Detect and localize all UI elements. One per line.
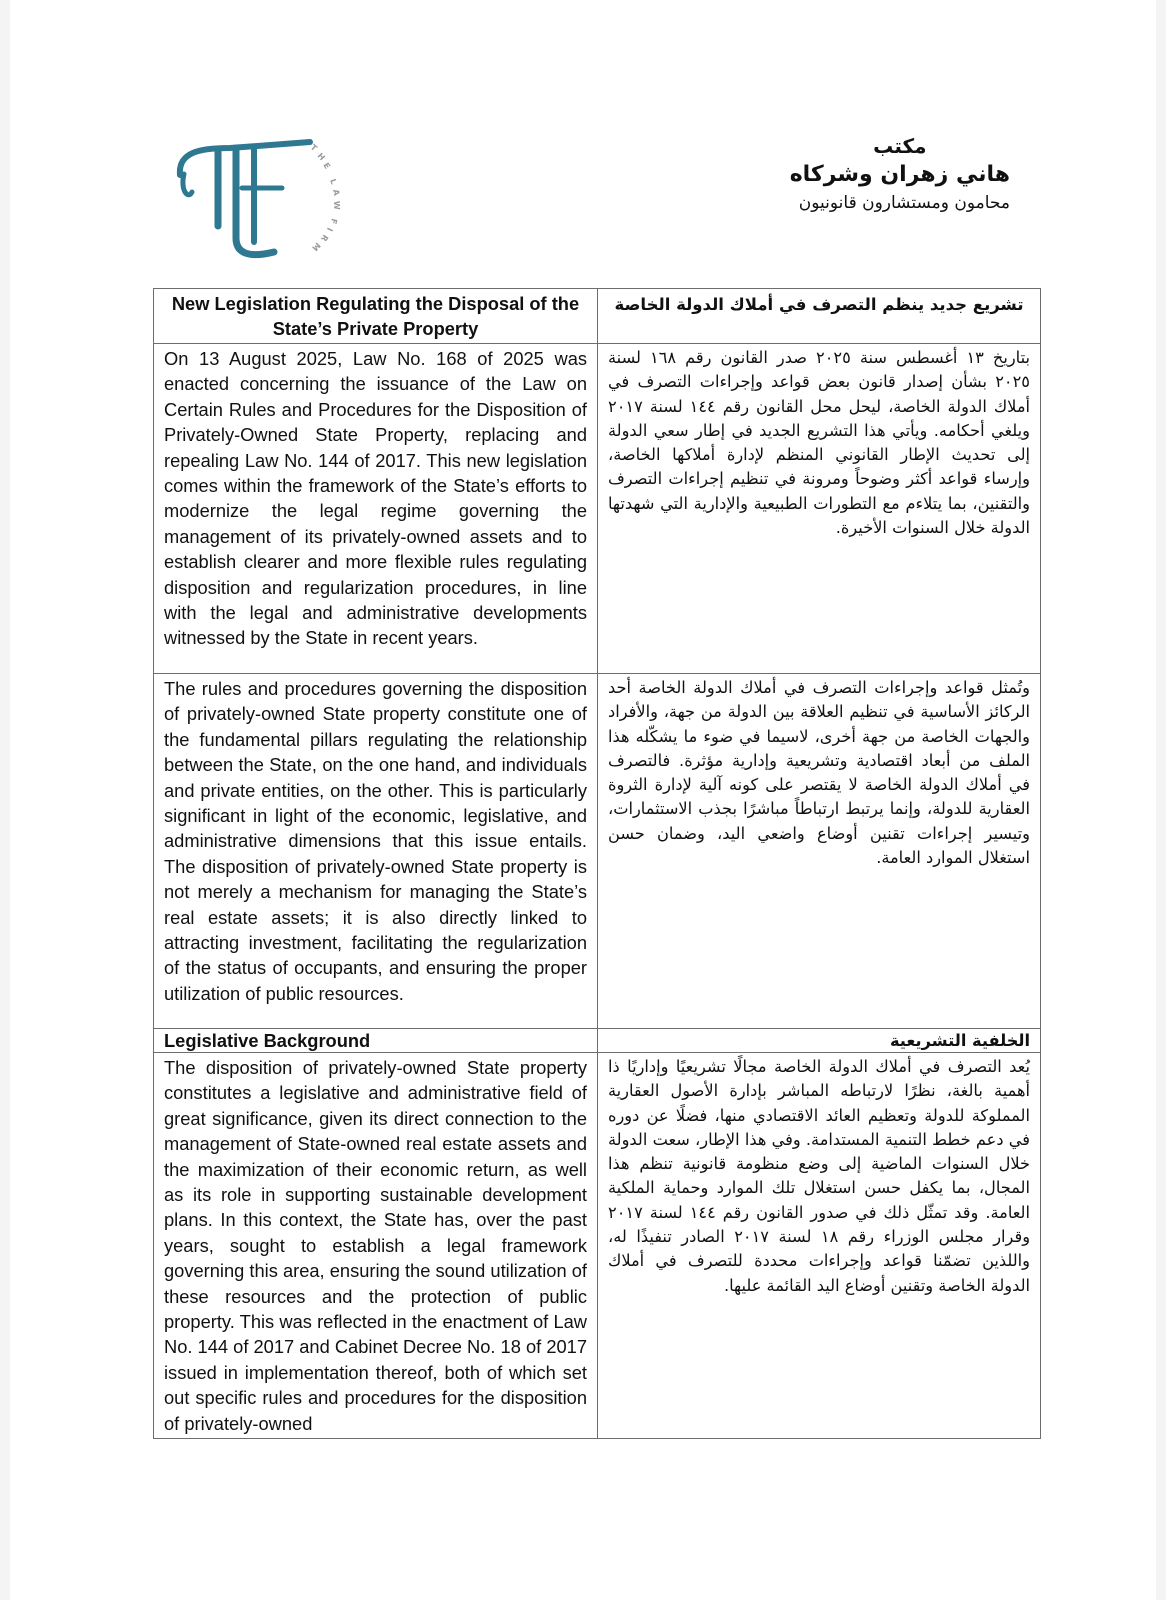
paragraph-ar: بتاريخ ١٣ أغسطس سنة ٢٠٢٥ صدر القانون رقم ١٦٨ لسنة ٢٠٢٥ بشأن إصدار قانون بعض قواعد وإجراءات التصرف في أملاك الدولة الخاصة، ليحل محل القانون رقم ١٤٤ لسنة ٢٠١٧ ويلغي أحكامه. ويأتي هذا التشريع الجديد في إطار سعي الدولة إلى تحديث الإطار القانوني المنظم لإدارة أملاكها الخاصة، وإرساء قواعد أكثر وضوحاً ومرونة في تنظيم إجراءات التصرف والتقنين، بما يتلاءم مع التطورات الطبيعية والإدارية التي شهدتها الدولة خلال السنوات الأخيرة. xyxy=(598,344,1041,674)
svg-text:M: M xyxy=(310,240,323,253)
tlf-monogram-icon xyxy=(170,130,350,260)
table-row xyxy=(154,674,1041,1029)
table-title-row xyxy=(154,289,1041,344)
svg-text:F: F xyxy=(328,217,339,226)
title-ar: تشريع جديد ينظم التصرف في أملاك الدولة الخاصة xyxy=(598,289,1041,344)
bilingual-table xyxy=(153,288,1041,1439)
table-row xyxy=(154,1053,1041,1439)
svg-text:R: R xyxy=(319,232,330,243)
firm-name-line2: هاني زهران وشركاه xyxy=(789,162,1010,187)
paragraph-en: The rules and procedures governing the disposition of privately-owned State property constitute one of the fundamental pillars regulating the relationship between the State, on the one hand, and individuals and private entities, on the other. This is particularly significant in light of the economic, legislative, and administrative dimensions that this issue entails. The disposition of privately-owned State property is not merely a mechanism for managing the State’s real estate assets; it is also directly linked to attracting investment, facilitating the regularization of the status of occupants, and ensuring the proper utilization of public resources. xyxy=(154,674,598,1029)
svg-text:W: W xyxy=(332,200,342,210)
firm-tagline: محامون ومستشارون قانونيون xyxy=(798,193,1010,213)
title-en: New Legislation Regulating the Disposal of the State’s Private Property xyxy=(154,289,598,344)
law-firm-logo xyxy=(170,130,350,260)
section-heading-en: Legislative Background xyxy=(154,1029,598,1053)
section-heading-row xyxy=(154,1029,1041,1053)
svg-text:H: H xyxy=(315,151,327,163)
section-heading-ar: الخلفية التشريعية xyxy=(598,1029,1041,1053)
document-page xyxy=(10,0,1156,1600)
svg-text:I: I xyxy=(324,226,335,233)
svg-text:E: E xyxy=(321,161,332,171)
svg-text:T: T xyxy=(308,142,319,154)
svg-text:L: L xyxy=(328,177,339,186)
firm-name-block xyxy=(790,132,1010,216)
svg-text:A: A xyxy=(331,188,342,197)
paragraph-en: On 13 August 2025, Law No. 168 of 2025 was enacted concerning the issuance of the Law on Certain Rules and Procedures for the Disposition of Privately-Owned State Property, replacing and repealing Law No. 144 of 2017. This new legislation comes within the framework of the State’s efforts to modernize the legal regime governing the management of its privately-owned assets and to establish clearer and more flexible rules regulating disposition and regularization procedures, in line with the legal and administrative developments witnessed by the State in recent years. xyxy=(154,344,598,674)
paragraph-ar: يُعد التصرف في أملاك الدولة الخاصة مجالًا تشريعيًا وإداريًا ذا أهمية بالغة، نظرًا لارتباطه المباشر بإدارة الأصول العقارية المملوكة للدولة وتعظيم العائد الاقتصادي منها، فضلًا عن دوره في دعم خطط التنمية المستدامة. وفي هذا الإطار، سعت الدولة خلال السنوات الماضية إلى وضع منظومة قانونية تنظم هذا المجال، بما يكفل حسن استغلال تلك الموارد وحماية الملكية العامة. وقد تمثّل ذلك في صدور القانون رقم ١٤٤ لسنة ٢٠١٧ وقرار مجلس الوزراء رقم ١٨ لسنة ٢٠١٧ الصادر تنفيذًا له، واللذين تضمّنا قواعد وإجراءات محددة للتصرف في أملاك الدولة الخاصة وتقنين أوضاع اليد القائمة عليها. xyxy=(598,1053,1041,1439)
paragraph-en: The disposition of privately-owned State property constitutes a legislative and administrative field of great significance, given its direct connection to the management of State-owned real estate assets and the maximization of their economic return, as well as its role in supporting sustainable development plans. In this context, the State has, over the past years, sought to establish a legal framework governing this area, ensuring the sound utilization of these resources and the protection of public property. This was reflected in the enactment of Law No. 144 of 2017 and Cabinet Decree No. 18 of 2017 issued in implementation thereof, both of which set out specific rules and procedures for the disposition of privately-owned xyxy=(154,1053,598,1439)
paragraph-ar: وتُمثل قواعد وإجراءات التصرف في أملاك الدولة الخاصة أحد الركائز الأساسية في تنظيم العلاقة بين الدولة من جهة، والأفراد والجهات الخاصة من جهة أخرى، لاسيما في ضوء ما يشكّله هذا الملف من أبعاد اقتصادية وتشريعية وإدارية مؤثرة. فالتصرف في أملاك الدولة الخاصة لا يقتصر على كونه آلية لإدارة الثروة العقارية للدولة، وإنما يرتبط ارتباطاً مباشرًا بجذب الاستثمارات، وتيسير إجراءات تقنين أوضاع واضعي اليد، وضمان حسن استغلال الموارد العامة. xyxy=(598,674,1041,1029)
firm-name-line1: مكتب xyxy=(873,134,927,158)
table-row xyxy=(154,344,1041,674)
